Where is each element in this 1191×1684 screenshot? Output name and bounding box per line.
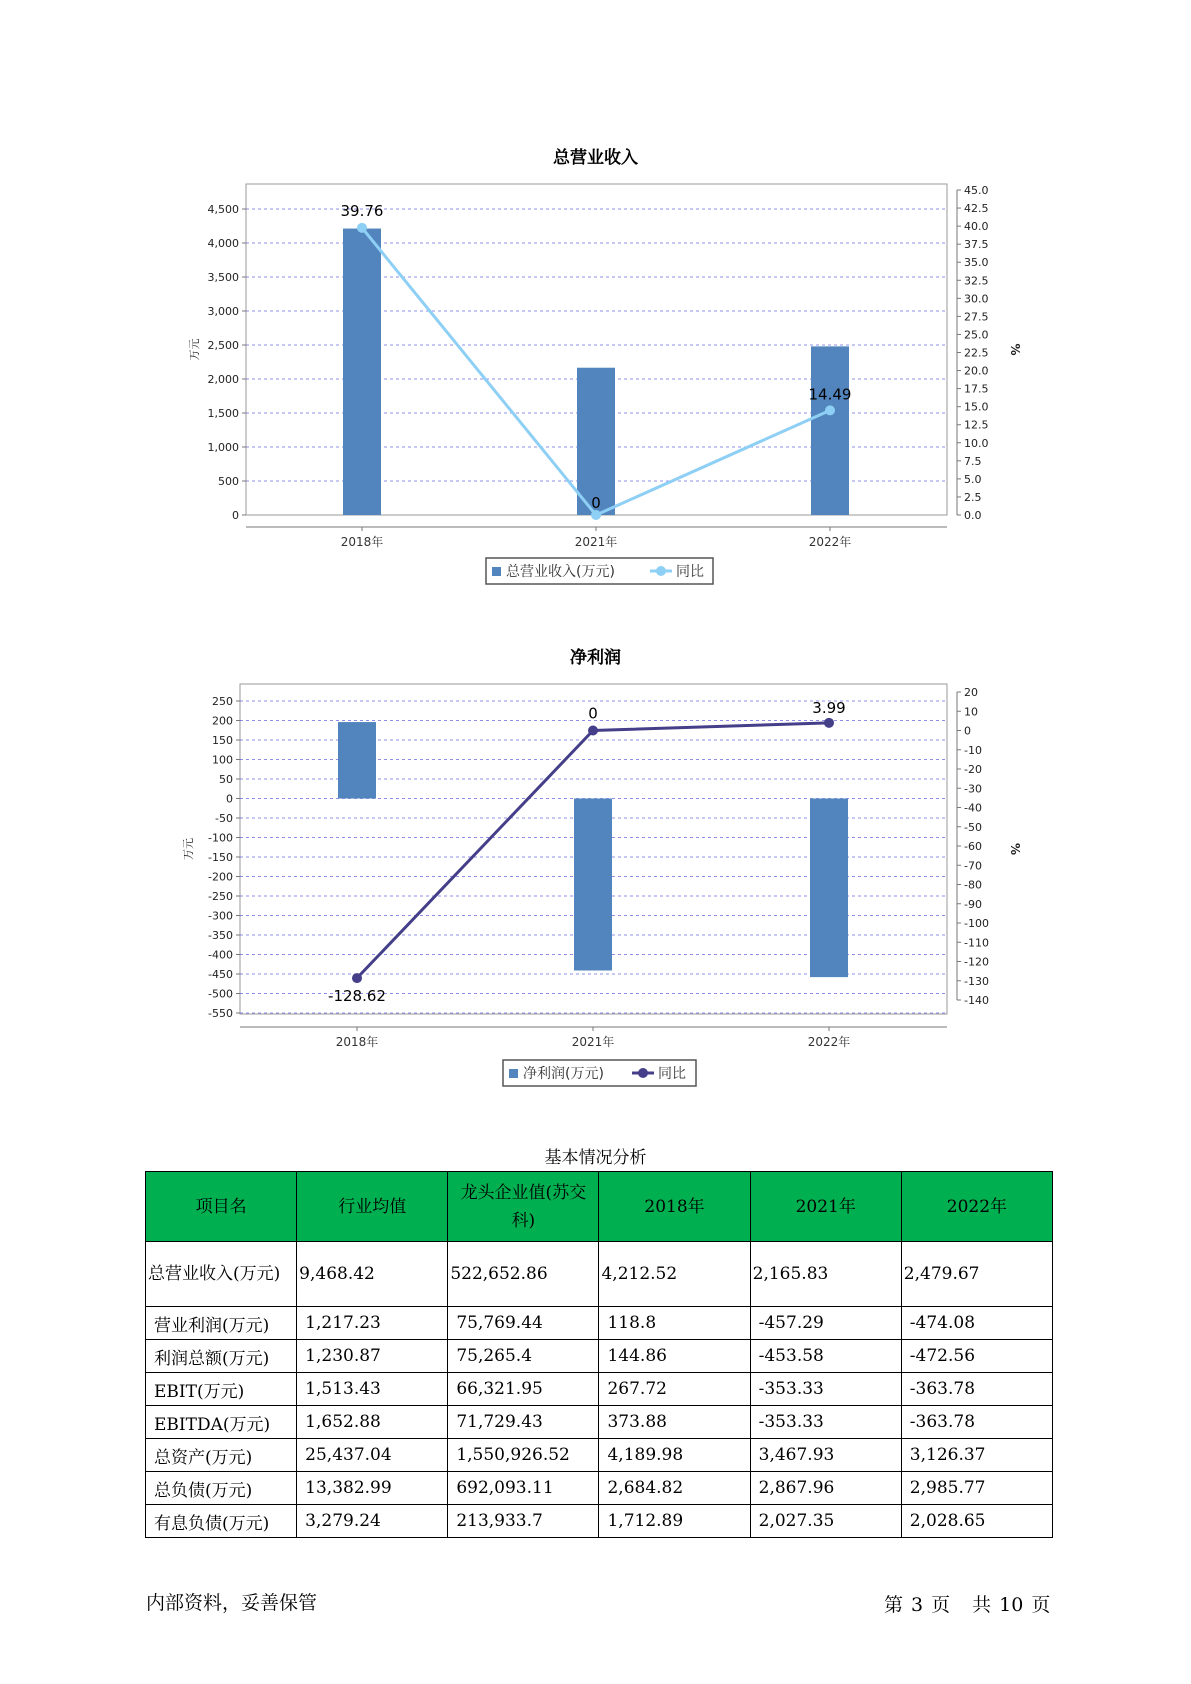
y2-tick-label: 22.5	[964, 346, 989, 360]
x-tick-label: 2022年	[807, 1035, 851, 1049]
table-cell: -474.08	[901, 1307, 1052, 1340]
y2-tick-label: 5.0	[964, 472, 982, 486]
y2-tick-label: 45.0	[964, 184, 989, 197]
table-cell: 4,212.52	[599, 1242, 750, 1307]
table-header-cell: 项目名	[146, 1172, 297, 1242]
table-cell: 75,769.44	[448, 1307, 599, 1340]
legend-bar-label: 净利润(万元)	[523, 1066, 604, 1082]
line-point	[352, 973, 362, 983]
y-tick-label: -450	[208, 968, 233, 981]
y-tick-label: -150	[208, 851, 233, 864]
table-cell: 3,279.24	[297, 1505, 448, 1538]
table-cell: 144.86	[599, 1340, 750, 1373]
table-row	[146, 1472, 1053, 1505]
y-tick-label: -550	[208, 1007, 233, 1020]
y-tick-label: -400	[208, 948, 233, 962]
x-tick-label: 2021年	[571, 1035, 615, 1049]
line-point	[824, 718, 834, 728]
table-cell: -363.78	[901, 1406, 1052, 1439]
table-cell: 2,165.83	[750, 1242, 901, 1307]
table-cell: 267.72	[599, 1373, 750, 1406]
y2-tick-label: 27.5	[964, 310, 989, 324]
table-cell: 2,867.96	[750, 1472, 901, 1505]
y2-tick-label: 20	[964, 686, 978, 699]
y2-tick-label: -20	[964, 763, 982, 776]
legend-line-marker	[638, 1068, 648, 1078]
page-indicator	[884, 1590, 1058, 1617]
y-tick-label: 1,000	[207, 441, 239, 454]
y-tick-label: 200	[212, 714, 233, 728]
y2-tick-label: 37.5	[964, 238, 989, 252]
table-cell: 25,437.04	[297, 1439, 448, 1472]
table-cell: 2,684.82	[599, 1472, 750, 1505]
table-row	[146, 1340, 1053, 1373]
y-tick-label: 1,500	[207, 407, 239, 420]
y-tick-label: 4,500	[207, 203, 239, 216]
table-cell: -453.58	[750, 1340, 901, 1373]
y-tick-label: -500	[208, 987, 233, 1001]
y2-tick-label: 2.5	[964, 490, 982, 504]
table-row	[146, 1439, 1053, 1472]
table-cell: 2,985.77	[901, 1472, 1052, 1505]
y-axis-label: 万元	[188, 338, 201, 361]
y2-tick-label: -40	[964, 801, 982, 815]
y2-tick-label: -60	[964, 840, 982, 853]
data-label: -128.62	[328, 987, 386, 1006]
row-label: 总营业收入(万元)	[146, 1242, 297, 1307]
x-tick-label: 2021年	[574, 535, 618, 549]
table-cell: 1,513.43	[297, 1373, 448, 1406]
table-cell: 1,652.88	[297, 1406, 448, 1439]
y2-tick-label: 42.5	[964, 202, 989, 216]
data-label: 0	[588, 704, 598, 723]
y2-tick-label: 10	[964, 705, 978, 719]
x-tick-label: 2022年	[808, 535, 852, 549]
table-cell: -457.29	[750, 1307, 901, 1340]
y2-tick-label: -30	[964, 782, 982, 796]
basic-analysis-table	[145, 1171, 1053, 1538]
table-title: 基本情况分析	[544, 1148, 647, 1168]
total-prefix: 共	[972, 1594, 992, 1616]
line-point	[588, 726, 598, 736]
y-tick-label: 150	[212, 734, 233, 747]
y-tick-label: 100	[212, 753, 233, 767]
y2-axis-label: %	[1008, 343, 1022, 356]
y2-tick-label: -140	[964, 994, 989, 1007]
table-cell: 213,933.7	[448, 1505, 599, 1538]
y-tick-label: -200	[208, 870, 233, 884]
y2-axis-label: %	[1008, 842, 1022, 856]
y2-tick-label: -10	[964, 743, 982, 757]
bar	[810, 799, 848, 978]
y2-tick-label: 10.0	[964, 436, 989, 450]
table-header-cell: 2022年	[901, 1172, 1052, 1242]
table-header-cell: 2021年	[750, 1172, 901, 1242]
table-cell: 66,321.95	[448, 1373, 599, 1406]
page-prefix: 第	[884, 1594, 904, 1616]
table-header-row	[146, 1172, 1053, 1242]
y-tick-label: 0	[232, 509, 239, 522]
y-tick-label: 4,000	[207, 237, 239, 250]
y2-tick-label: -110	[964, 936, 989, 950]
legend-bar-swatch	[509, 1069, 518, 1078]
y2-tick-label: 0	[964, 724, 971, 738]
table-cell: 373.88	[599, 1406, 750, 1439]
data-label: 0	[591, 494, 601, 512]
table-cell: 2,027.35	[750, 1505, 901, 1538]
y-tick-label: -350	[208, 929, 233, 942]
table-row	[146, 1406, 1053, 1439]
bar	[338, 722, 376, 798]
x-tick-label: 2018年	[335, 1035, 379, 1049]
y-tick-label: 0	[226, 792, 233, 806]
y-tick-label: -250	[208, 890, 233, 903]
table-cell: -353.33	[750, 1406, 901, 1439]
data-label: 39.76	[340, 201, 384, 220]
y2-tick-label: 25.0	[964, 328, 989, 342]
y2-tick-label: -70	[964, 859, 982, 873]
y2-tick-label: -50	[964, 820, 982, 834]
y-tick-label: 2,000	[207, 373, 239, 386]
table-header-cell: 龙头企业值(苏交科)	[448, 1172, 599, 1242]
table-cell: 1,712.89	[599, 1505, 750, 1538]
table-cell: 4,189.98	[599, 1439, 750, 1472]
page-unit: 页	[931, 1594, 951, 1616]
table-cell: 75,265.4	[448, 1340, 599, 1373]
chart-title: 净利润	[570, 648, 621, 668]
y-axis-label: 万元	[182, 838, 195, 860]
row-label: EBITDA(万元)	[146, 1406, 297, 1439]
data-label: 3.99	[812, 698, 846, 717]
chart-title: 总营业收入	[553, 148, 638, 168]
legend-bar-label: 总营业收入(万元)	[506, 564, 615, 580]
table-cell: 9,468.42	[297, 1242, 448, 1307]
bar	[574, 799, 612, 971]
table-row	[146, 1373, 1053, 1406]
row-label: 总资产(万元)	[146, 1439, 297, 1472]
table-row	[146, 1242, 1053, 1307]
page-total: 10	[999, 1594, 1024, 1616]
y2-tick-label: 15.0	[964, 400, 989, 414]
x-tick-label: 2018年	[340, 535, 384, 549]
legend-line-label: 同比	[658, 1066, 686, 1082]
page-current: 3	[911, 1594, 924, 1616]
row-label: 总负债(万元)	[146, 1472, 297, 1505]
table-cell: 1,217.23	[297, 1307, 448, 1340]
total-unit: 页	[1031, 1594, 1051, 1616]
table-cell: 13,382.99	[297, 1472, 448, 1505]
y-tick-label: 500	[218, 475, 239, 488]
table-cell: 1,550,926.52	[448, 1439, 599, 1472]
table-header-cell: 2018年	[599, 1172, 750, 1242]
legend-line-label: 同比	[676, 564, 704, 580]
table-cell: -353.33	[750, 1373, 901, 1406]
table-cell: 3,126.37	[901, 1439, 1052, 1472]
y-tick-label: 2,500	[207, 339, 239, 352]
data-label: 14.49	[808, 385, 852, 404]
y2-tick-label: -80	[964, 878, 982, 892]
y2-tick-label: -90	[964, 897, 982, 911]
table-cell: -472.56	[901, 1340, 1052, 1373]
y2-tick-label: 40.0	[964, 220, 989, 234]
y2-tick-label: 30.0	[964, 292, 989, 306]
table-header-cell: 行业均值	[297, 1172, 448, 1242]
y2-tick-label: 0.0	[964, 509, 982, 522]
table-cell: 3,467.93	[750, 1439, 901, 1472]
row-label: EBIT(万元)	[146, 1373, 297, 1406]
table-row	[146, 1307, 1053, 1340]
y2-tick-label: -120	[964, 955, 989, 969]
row-label: 利润总额(万元)	[146, 1340, 297, 1373]
y2-tick-label: 32.5	[964, 274, 989, 288]
y-tick-label: -300	[208, 909, 233, 923]
table-cell: -363.78	[901, 1373, 1052, 1406]
y-tick-label: -100	[208, 831, 233, 845]
table-cell: 1,230.87	[297, 1340, 448, 1373]
y2-tick-label: -130	[964, 974, 989, 988]
table-cell: 522,652.86	[448, 1242, 599, 1307]
table-cell: 692,093.11	[448, 1472, 599, 1505]
y2-tick-label: 17.5	[964, 382, 989, 396]
y-tick-label: 3,500	[207, 271, 239, 284]
table-cell: 2,479.67	[901, 1242, 1052, 1307]
confidential-note: 内部资料，妥善保管	[146, 1592, 318, 1614]
y2-tick-label: -100	[964, 917, 989, 930]
y2-tick-label: 7.5	[964, 454, 982, 468]
table-cell: 2,028.65	[901, 1505, 1052, 1538]
y-tick-label: 250	[212, 695, 233, 708]
table-cell: 71,729.43	[448, 1406, 599, 1439]
table-cell: 118.8	[599, 1307, 750, 1340]
y-tick-label: -50	[215, 812, 233, 825]
y-tick-label: 50	[219, 773, 233, 786]
table-row	[146, 1505, 1053, 1538]
row-label: 有息负债(万元)	[146, 1505, 297, 1538]
row-label: 营业利润(万元)	[146, 1307, 297, 1340]
y2-tick-label: 35.0	[964, 256, 989, 270]
y2-tick-label: 20.0	[964, 364, 989, 378]
y-tick-label: 3,000	[207, 305, 239, 318]
y2-tick-label: 12.5	[964, 418, 989, 432]
